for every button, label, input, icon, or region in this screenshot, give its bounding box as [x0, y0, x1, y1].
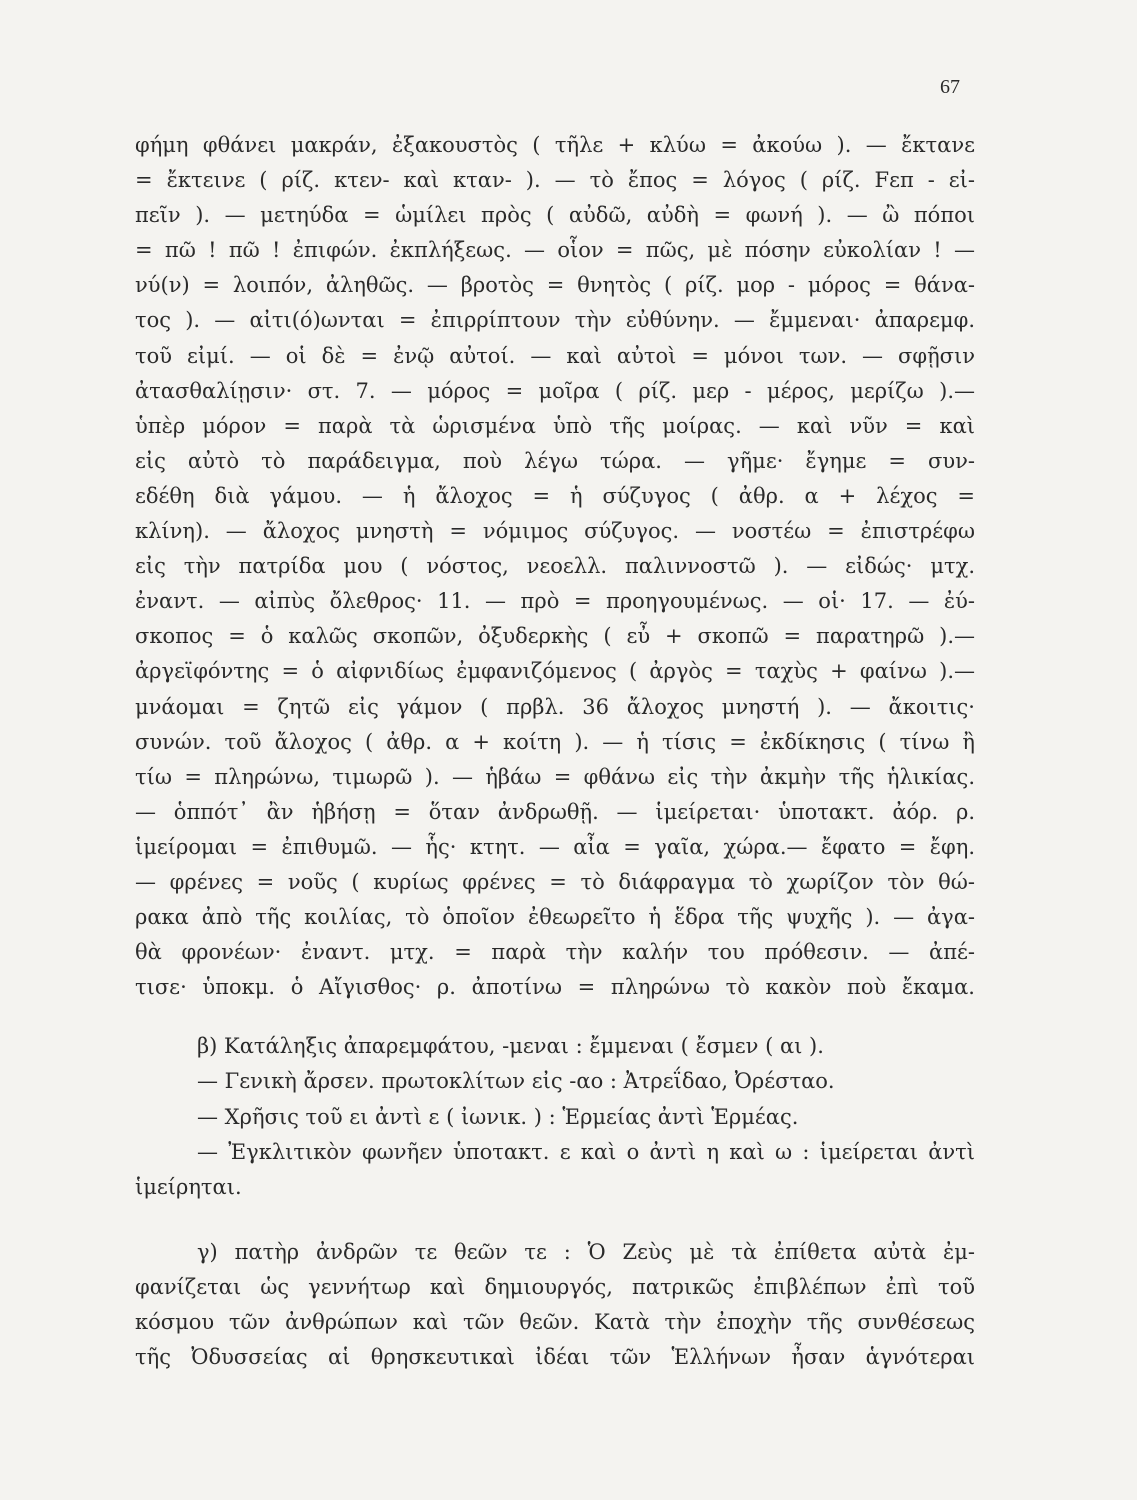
text-line: — Γενικὴ ἄρσεν. πρωτοκλίτων εἰς -αο : Ἀτρεΐδαο, Ὀρέσταο. [197, 1069, 835, 1094]
text-line: εἰς τὴν πατρίδα μου ( νόστος, νεοελλ. παλιννοστῶ ). — εἰδώς· μτχ. [135, 554, 975, 579]
text-line: τῆς Ὀδυσσείας αἱ θρησκευτικαὶ ἰδέαι τῶν Ἑλλήνων ἦσαν ἁγνότεραι [135, 1345, 975, 1370]
text-line: εδέθη διὰ γάμου. — ἡ ἄλοχος = ἡ σύζυγος ( ἀθρ. α + λέχος = [135, 483, 975, 508]
text-line: κλίνη). — ἄλοχος μνηστὴ = νόμιμος σύζυγος. — νοστέω = ἐπιστρέφω [135, 519, 975, 544]
text-line: — Ἐγκλιτικὸν φωνῆεν ὑποτακτ. ε καὶ ο ἀντὶ η καὶ ω : ἱμείρεται ἀντὶ [197, 1139, 975, 1164]
text-line: τοῦ εἰμί. — οἱ δὲ = ἐνῷ αὐτοί. — καὶ αὐτοὶ = μόνοι των. — σφῇσιν [135, 343, 975, 368]
text-line: — ὁππότ᾽ ἂν ἡβήσῃ = ὅταν ἀνδρωθῇ. — ἱμείρεται· ὑποτακτ. ἀόρ. ρ. [135, 799, 975, 824]
text-line: γ) πατὴρ ἀνδρῶν τε θεῶν τε : Ὁ Ζεὺς μὲ τὰ ἐπίθετα αὐτὰ ἐμ- [197, 1239, 975, 1264]
text-line: νύ(ν) = λοιπόν, ἀληθῶς. — βροτὸς = θνητὸς ( ρίζ. μορ - μόρος = θάνα- [135, 273, 975, 298]
text-line: ἱμείρομαι = ἐπιθυμῶ. — ἧς· κτητ. — αἶα = γαῖα, χώρα.— ἔφατο = ἔφη. [135, 834, 975, 859]
text-line: πεῖν ). — μετηύδα = ὡμίλει πρὸς ( αὐδῶ, αὐδὴ = φωνή ). — ὢ πόποι [135, 203, 975, 228]
text-line: κόσμου τῶν ἀνθρώπων καὶ τῶν θεῶν. Κατὰ τὴν ἐποχὴν τῆς συνθέσεως [135, 1310, 975, 1334]
text-line: β) Κατάληξις ἀπαρεμφάτου, -μεναι : ἔμμεναι ( ἔσμεν ( αι ). [197, 1034, 824, 1059]
text-line: σκοπος = ὁ καλῶς σκοπῶν, ὀξυδερκὴς ( εὖ + σκοπῶ = παρατηρῶ ).— [135, 624, 975, 649]
text-line: ἐναντ. — αἰπὺς ὄλεθρος· 11. — πρὸ = προηγουμένως. — οἱ· 17. — ἐύ- [135, 589, 975, 614]
text-line: τισε· ὑποκμ. ὁ Αἴγισθος· ρ. ἀποτίνω = πληρώνω τὸ κακὸν ποὺ ἔκαμα. [135, 975, 975, 1000]
text-line: μνάομαι = ζητῶ εἰς γάμον ( πρβλ. 36 ἄλοχος μνηστή ). — ἄκοιτις· [135, 694, 975, 719]
text-line: = πῶ ! πῶ ! ἐπιφών. ἐκπλήξεως. — οἷον = πῶς, μὲ πόσην εὐκολίαν ! — [135, 238, 975, 263]
commentary-paragraph [135, 128, 975, 1005]
grammar-notes-paragraph [135, 1029, 975, 1204]
text-line: — Χρῆσις τοῦ ει ἀντὶ ε ( ἰωνικ. ) : Ἑρμείας ἀντὶ Ἑρμέας. [197, 1104, 799, 1129]
text-line: ἀτασθαλίῃσιν· στ. 7. — μόρος = μοῖρα ( ρίζ. μερ - μέρος, μερίζω ).— [135, 378, 975, 403]
text-line: συνών. τοῦ ἄλοχος ( ἀθρ. α + κοίτη ). — ἡ τίσις = ἐκδίκησις ( τίνω ἢ [135, 729, 975, 754]
zeus-paragraph [135, 1235, 975, 1375]
text-line: = ἔκτεινε ( ρίζ. κτεν- καὶ κταν- ). — τὸ ἔπος = λόγος ( ρίζ. Fεπ - εἰ- [135, 168, 975, 193]
text-line: ἀργεϊφόντης = ὁ αἰφνιδίως ἐμφανιζόμενος ( ἀργὸς = ταχὺς + φαίνω ).— [135, 659, 975, 684]
page-number: 67 [940, 76, 960, 98]
text-line: φήμη φθάνει μακράν, ἐξακουστὸς ( τῆλε + κλύω = ἀκούω ). — ἔκτανε [135, 133, 975, 157]
text-line: — φρένες = νοῦς ( κυρίως φρένες = τὸ διάφραγμα τὸ χωρίζον τὸν θώ- [135, 869, 975, 894]
text-line: τος ). — αἰτι(ό)ωνται = ἐπιρρίπτουν τὴν εὐθύνην. — ἔμμεναι· ἀπαρεμφ. [135, 308, 975, 333]
text-line: ρακα ἀπὸ τῆς κοιλίας, τὸ ὁποῖον ἐθεωρεῖτο ἡ ἕδρα τῆς ψυχῆς ). — ἀγα- [135, 905, 975, 930]
text-line: θὰ φρονέων· ἐναντ. μτχ. = παρὰ τὴν καλήν του πρόθεσιν. — ἀπέ- [135, 940, 975, 965]
text-line: εἰς αὐτὸ τὸ παράδειγμα, ποὺ λέγω τώρα. — γῆμε· ἔγημε = συν- [135, 448, 975, 473]
text-line: φανίζεται ὡς γεννήτωρ καὶ δημιουργός, πατρικῶς ἐπιβλέπων ἐπὶ τοῦ [135, 1274, 975, 1299]
text-line: ἱμείρηται. [135, 1174, 242, 1199]
text-line: ὑπὲρ μόρον = παρὰ τὰ ὡρισμένα ὑπὸ τῆς μοίρας. — καὶ νῦν = καὶ [135, 413, 975, 438]
text-line: τίω = πληρώνω, τιμωρῶ ). — ἡβάω = φθάνω εἰς τὴν ἀκμὴν τῆς ἡλικίας. [135, 764, 975, 789]
page-text [135, 128, 975, 1375]
